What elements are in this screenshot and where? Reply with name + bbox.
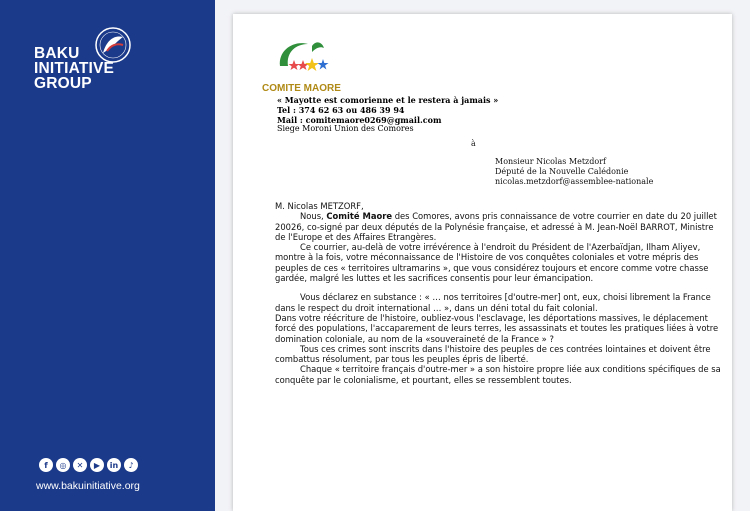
letter-body [275,201,725,385]
brand-line-3: GROUP [34,75,92,92]
recipient-email: nicolas.metzdorf@assemblee-nationale [495,177,654,186]
to-marker: à [471,139,476,148]
recipient-name: Monsieur Nicolas Metzdorf [495,157,606,166]
brand-line-1: BAKU [34,45,80,62]
paragraph-1-start: Nous, [300,211,327,222]
paragraph-1-rest: des Comores, avons pris connaissance de votre courrier en date du 20 juillet 20026, co-signé par deux députés de la Polynésie française, et adressé à M. Jean-Noël BARROT, Ministre de l'Europe et des Affaires Etrangères. [275,211,717,242]
comite-maore-logo-icon [268,36,338,80]
youtube-icon[interactable]: ▶ [90,458,104,472]
paragraph-1 [275,211,725,242]
paragraph-1-org: Comité Maore [326,211,393,222]
instagram-icon[interactable]: ◎ [56,458,70,472]
social-links [39,458,138,472]
phone: Tel : 374 62 63 ou 486 39 94 [277,105,405,115]
org-name: COMITE MAORE [262,83,341,94]
brand-name [34,46,114,91]
paragraph-6: Chaque « territoire français d'outre-mer » a son histoire propre liée aux conditions spécifiques de sa conquête par le colonialisme, et pourtant, elles se ressemblent toutes. [275,364,721,385]
paragraph-2: Ce courrier, au-delà de votre irrévérence à l'endroit du Président de l'Azerbaïdjan, Ilham Aliyev, montre à la fois, votre méconnaissance de l'Histoire de vos conquêtes coloniales et votre mépris des peuples de ces « territoires ultramarins », que vous considérez toujours et encore comme votre chasse gardée, malgré les luttes et les sacrifices consentis pour leur émancipation. [275,242,709,284]
tiktok-icon[interactable]: ♪ [124,458,138,472]
slogan: « Mayotte est comorienne et le restera à jamais » [277,95,499,105]
seat-address: Siege Moroni Union des Comores [277,124,414,133]
paragraph-3: Vous déclarez en substance : « … nos territoires [d'outre-mer] ont, eux, choisi librement la France dans le respect du droit international … », dans un déni total du fait colonial. [275,292,711,313]
x-icon[interactable]: ✕ [73,458,87,472]
email: Mail : comitemaore0269@gmail.com [277,115,442,125]
paragraph-5: Tous ces crimes sont inscrits dans l'histoire des peuples de ces contrées lointaines et doivent être combattus résolument, par tous les peuples épris de liberté. [275,343,711,365]
website-link[interactable]: www.bakuinitiative.org [36,480,140,492]
paragraph-4: Dans votre réécriture de l'histoire, oubliez-vous l'esclavage, les déportations massives, le déplacement forcé des populations, l'accaparement de leurs terres, les assassinats et toutes les pratiques liées à votre domination coloniale, au nom de la «souveraineté de la France » ? [275,312,719,344]
facebook-icon[interactable]: f [39,458,53,472]
salutation: M. Nicolas METZORF, [275,201,364,211]
linkedin-icon[interactable]: in [107,458,121,472]
sidebar-panel [0,0,215,511]
brand-line-2: INITIATIVE [34,60,115,77]
recipient-title: Député de la Nouvelle Calédonie [495,167,629,176]
